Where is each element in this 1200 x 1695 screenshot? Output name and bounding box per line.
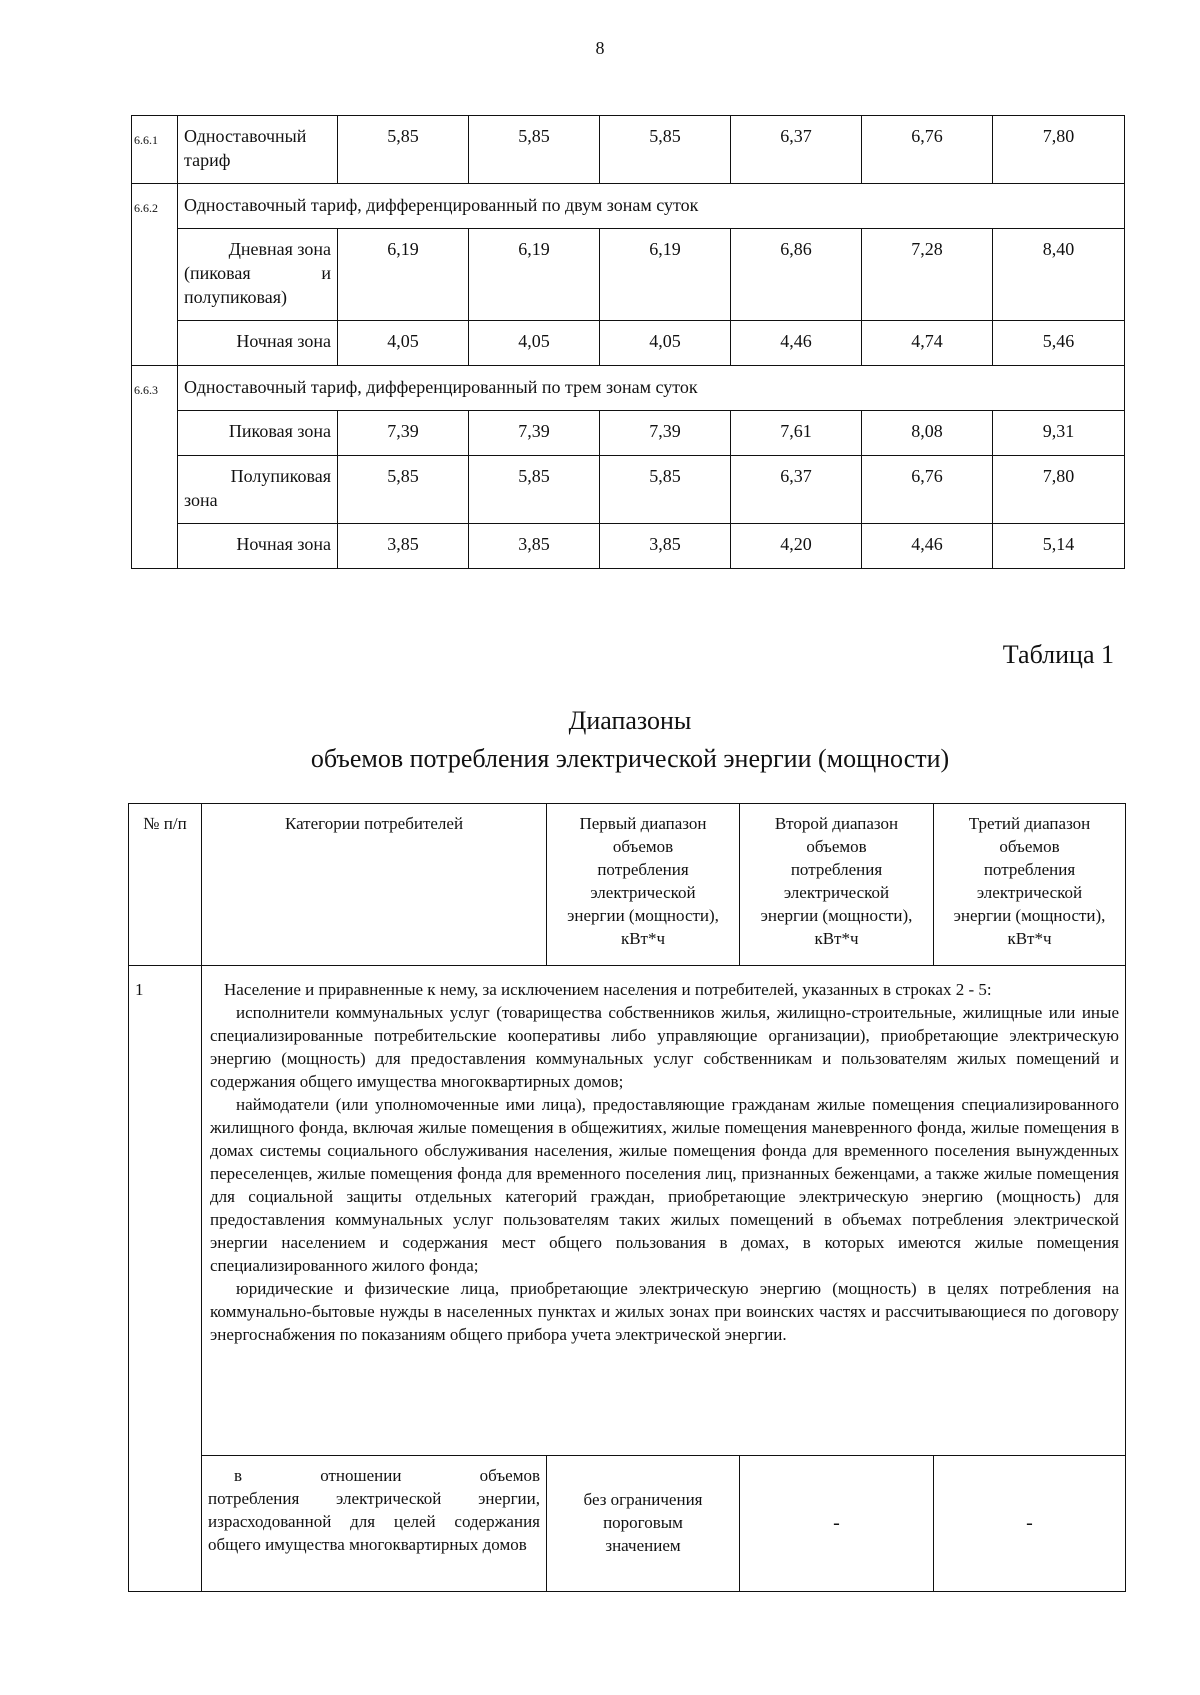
value-cell: 6,19: [338, 229, 469, 321]
value-cell: 3,85: [338, 524, 469, 569]
header-third-range: [934, 804, 1126, 966]
value-cell: 7,80: [993, 456, 1125, 524]
zone-label-line: Дневная зона: [228, 239, 331, 259]
header-row: [129, 804, 1126, 966]
range-line: значением: [605, 1536, 681, 1555]
value-cell: 4,46: [862, 524, 993, 569]
row-label: Одноставочный тариф: [178, 116, 338, 184]
header-line: энергии (мощности),: [760, 906, 913, 925]
table-row: [132, 524, 1125, 569]
section-title: Одноставочный тариф, дифференцированный по двум зонам суток: [178, 184, 1125, 229]
table-caption: Таблица 1: [1002, 640, 1114, 669]
value-cell: 9,31: [993, 411, 1125, 456]
zone-label: [178, 456, 338, 524]
table-title-line1: Диапазоны: [568, 706, 692, 735]
table-row: [129, 1456, 1126, 1592]
section-title: Одноставочный тариф, дифференцированный по трем зонам суток: [178, 366, 1125, 411]
header-line: кВт*ч: [814, 929, 859, 948]
header-second-range: [740, 804, 934, 966]
first-range-value: [547, 1456, 740, 1592]
header-line: объемов: [806, 837, 867, 856]
table-row: [132, 366, 1125, 411]
value-cell: 5,46: [993, 321, 1125, 366]
zone-label: Ночная зона: [178, 524, 338, 569]
value-cell: 4,05: [600, 321, 731, 366]
tariff-table: [131, 115, 1125, 569]
paragraph: наймодатели (или уполномоченные ими лица), предоставляющие гражданам жилые помещения специализированного жилищного фонда, включая жилые помещения в общежитиях, жилые помещения маневренного фонда, жилые помещения в домах системы социального обслуживания населения, жилые помещения фонда для временного поселения вынужденных переселенцев, жилые помещения фонда для временного поселения лиц, признанных беженцами, а также жилые помещения для социальной защиты отдельных категорий граждан, приобретающие электрическую энергию (мощность) для предоставления коммунальных услуг пользователям таких жилых помещений в объемах потребления электрической энергии населением и содержания мест общего пользования в домах, в которых имеются жилые помещения специализированного жилого фонда;: [210, 1095, 1119, 1275]
header-line: энергии (мощности),: [567, 906, 719, 925]
value-cell: 6,86: [731, 229, 862, 321]
value-cell: 4,74: [862, 321, 993, 366]
row-code: 6.6.1: [132, 116, 178, 184]
row-code: 6.6.3: [132, 366, 178, 569]
value-cell: 4,05: [469, 321, 600, 366]
paragraph: Население и приравненные к нему, за исключением населения и потребителей, указанных в строках 2 - 5:: [224, 980, 992, 999]
header-line: объемов: [612, 837, 674, 856]
header-line: потребления: [597, 860, 689, 879]
header-line: потребления: [983, 860, 1076, 879]
value-cell: 7,39: [338, 411, 469, 456]
zone-label-line: Полупиковая: [230, 466, 331, 486]
page-number: 8: [595, 38, 605, 58]
table-row: [132, 184, 1125, 229]
header-line: энергии (мощности),: [953, 906, 1106, 925]
row-number: 1: [129, 966, 202, 1592]
value-cell: 7,80: [993, 116, 1125, 184]
value-cell: 6,37: [731, 116, 862, 184]
value-cell: 3,85: [600, 524, 731, 569]
header-line: электрической: [976, 883, 1083, 902]
subcategory-text: потребления электрической энергии, израсходованной для целей содержания общего имущества многоквартирных домов: [208, 1489, 540, 1554]
header-category: Категории потребителей: [202, 804, 547, 966]
value-cell: 4,46: [731, 321, 862, 366]
table-row: [132, 411, 1125, 456]
table-row: [132, 116, 1125, 184]
category-description: [202, 966, 1126, 1456]
value-cell: 4,20: [731, 524, 862, 569]
header-line: Третий диапазон: [968, 814, 1091, 833]
value-cell: 8,08: [862, 411, 993, 456]
value-cell: 4,05: [338, 321, 469, 366]
header-line: объемов: [999, 837, 1060, 856]
value-cell: 5,85: [338, 456, 469, 524]
header-line: кВт*ч: [620, 929, 666, 948]
paragraph: исполнители коммунальных услуг (товарищества собственников жилья, жилищно-строительные, жилищные или иные специализированные потребительские кооперативы либо управляющие организации), приобретающие электрическую энергию (мощность) для предоставления коммунальных услуг собственникам и пользователям жилых помещений и содержания общего имущества многоквартирных домов;: [210, 1003, 1119, 1091]
value-cell: 7,39: [600, 411, 731, 456]
value-cell: 6,37: [731, 456, 862, 524]
value-cell: 7,28: [862, 229, 993, 321]
range-line: без ограничения: [583, 1490, 703, 1509]
value-cell: 6,76: [862, 456, 993, 524]
value-cell: 7,39: [469, 411, 600, 456]
value-cell: 5,85: [338, 116, 469, 184]
header-line: Первый диапазон: [579, 814, 707, 833]
zone-label: [178, 229, 338, 321]
third-range-value: -: [934, 1456, 1126, 1592]
value-cell: 3,85: [469, 524, 600, 569]
value-cell: 6,19: [600, 229, 731, 321]
header-first-range: [547, 804, 740, 966]
consumption-ranges-table: [128, 803, 1126, 1592]
subcategory-line: в отношении объемов: [234, 1466, 540, 1485]
zone-label-line: (пиковая и: [184, 263, 331, 283]
zone-label: Ночная зона: [178, 321, 338, 366]
table-row: [129, 966, 1126, 1456]
header-line: Второй диапазон: [774, 814, 899, 833]
header-line: кВт*ч: [1007, 929, 1052, 948]
zone-label-line: зона: [184, 490, 218, 510]
value-cell: 7,61: [731, 411, 862, 456]
paragraph: юридические и физические лица, приобретающие электрическую энергию (мощность) в целях потребления на коммунально-бытовые нужды в населенных пунктах и жилых зонах при воинских частях и рассчитывающиеся по договору энергоснабжения по показаниям общего прибора учета электрической энергии.: [210, 1279, 1119, 1344]
value-cell: 5,85: [600, 116, 731, 184]
range-line: пороговым: [603, 1513, 683, 1532]
subcategory-label: [202, 1456, 547, 1592]
table-row: [132, 321, 1125, 366]
header-line: электрической: [590, 883, 696, 902]
zone-label: Пиковая зона: [178, 411, 338, 456]
value-cell: 8,40: [993, 229, 1125, 321]
header-line: электрической: [783, 883, 890, 902]
value-cell: 5,85: [469, 116, 600, 184]
zone-label-line: полупиковая): [184, 287, 287, 307]
header-line: потребления: [790, 860, 883, 879]
value-cell: 6,19: [469, 229, 600, 321]
value-cell: 6,76: [862, 116, 993, 184]
table-title-line2: объемов потребления электрической энергии (мощности): [310, 744, 950, 773]
value-cell: 5,14: [993, 524, 1125, 569]
header-num: № п/п: [129, 804, 202, 966]
table-row: [132, 229, 1125, 321]
value-cell: 5,85: [469, 456, 600, 524]
second-range-value: -: [740, 1456, 934, 1592]
table-row: [132, 456, 1125, 524]
row-code: 6.6.2: [132, 184, 178, 366]
value-cell: 5,85: [600, 456, 731, 524]
